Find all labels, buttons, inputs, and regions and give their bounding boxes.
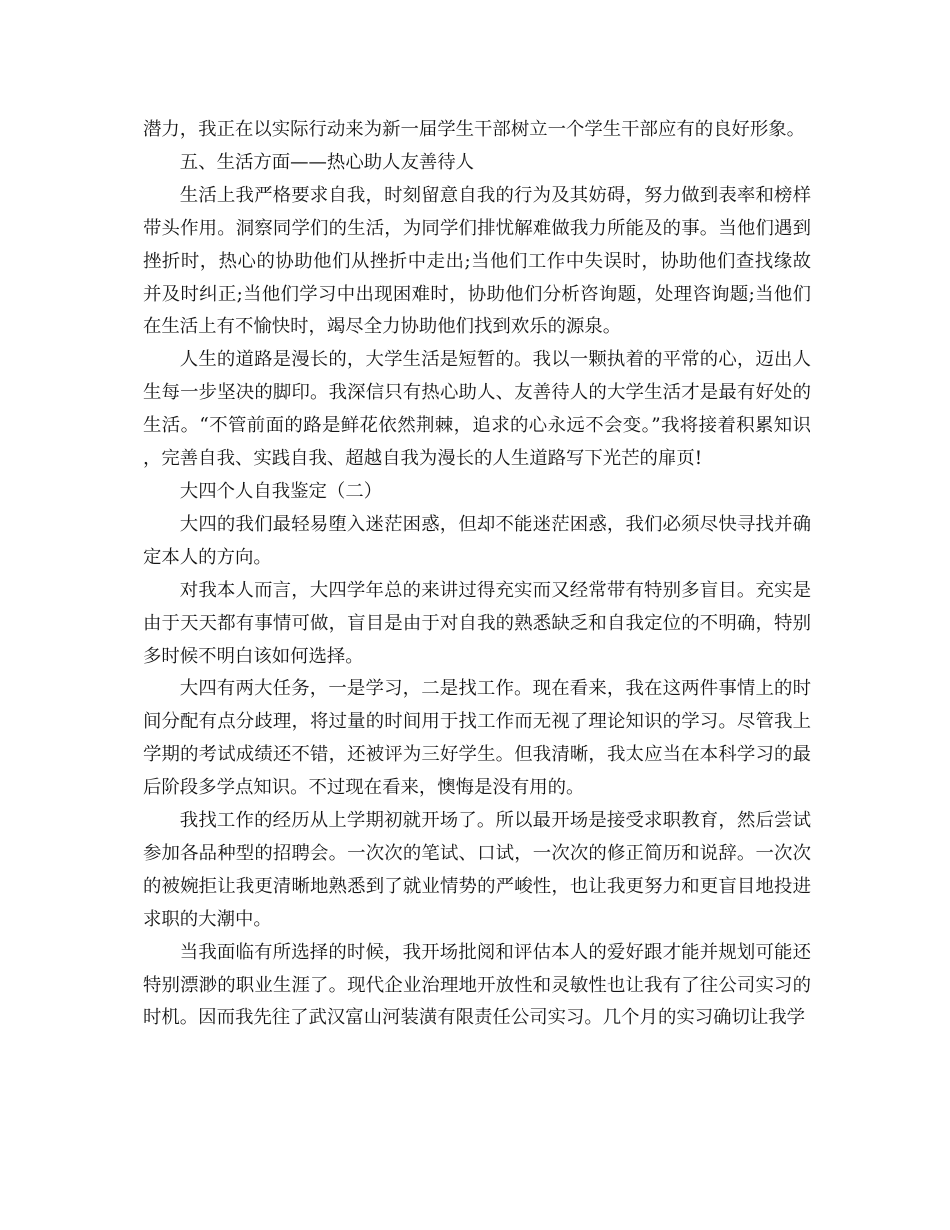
paragraph-job-search: 我找工作的经历从上学期初就开场了。所以最开场是接受求职教育，然后尝试参加各品种型的招聘会。一次次的笔试、口试，一次次的修正简历和说辞。一次次的被婉拒让我更清晰地熟悉到了就业情势的严峻性，也让我更努力和更盲目地投进求职的大潮中。: [143, 810, 811, 930]
paragraph-senior-year-summary: 对我本人而言，大四学年总的来讲过得充实而又经常带有特别多盲目。充实是由于天天都有事情可做，盲目是由于对自我的熟悉缺乏和自我定位的不明确，特别多时候不明白该如何选择。: [143, 579, 811, 667]
document-body: [143, 114, 811, 1035]
paragraph-life: 生活上我严格要求自我，时刻留意自我的行为及其妨碍，努力做到表率和榜样带头作用。洞察同学们的生活，为同学们排忧解难做我力所能及的事。当他们遇到挫折时，热心的协助他们从挫折中走出;当他们工作中失误时，协助他们查找缘故并及时纠正;当他们学习中出现困难时，协助他们分析咨询题，处理咨询题;当他们在生活上有不愉快时，竭尽全力协助他们找到欢乐的源泉。: [143, 184, 811, 338]
paragraph-continuation: 潜力，我正在以实际行动来为新一届学生干部树立一个学生干部应有的良好形象。: [143, 119, 806, 140]
section-heading-senior-self-assessment: 大四个人自我鉴定（二）: [179, 480, 383, 502]
section-heading-life: 五、生活方面——热心助人友善待人: [179, 151, 475, 173]
paragraph-two-tasks: 大四有两大任务，一是学习，二是找工作。现在看来，我在这两件事情上的时间分配有点分歧理，将过量的时间用于找工作而无视了理论知识的学习。尽管我上学期的考试成绩还不错，还被评为三好学生。但我清晰，我太应当在本科学习的最后阶段多学点知识。不过现在看来，懊悔是没有用的。: [143, 678, 811, 799]
paragraph-senior-direction: 大四的我们最轻易堕入迷茫困惑，但却不能迷茫困惑，我们必须尽快寻找并确定本人的方向。: [143, 513, 811, 568]
paragraph-life-road: 人生的道路是漫长的，大学生活是短暂的。我以一颗执着的平常的心，迈出人生每一步坚决的脚印。我深信只有热心助人、友善待人的大学生活才是最有好处的生活。“不管前面的路是鲜花依然荆棘，追求的心永远不会变。”我将接着积累知识，完善自我、实践自我、超越自我为漫长的人生道路写下光芒的扉页!: [143, 349, 811, 470]
paragraph-internship: 当我面临有所选择的时候，我开场批阅和评估本人的爱好跟才能并规划可能还特别漂渺的职业生涯了。现代企业治理地开放性和灵敏性也让我有了往公司实习的时机。因而我先往了武汉富山河装潢有限责任公司实习。几个月的实习确切让我学: [143, 941, 811, 1029]
